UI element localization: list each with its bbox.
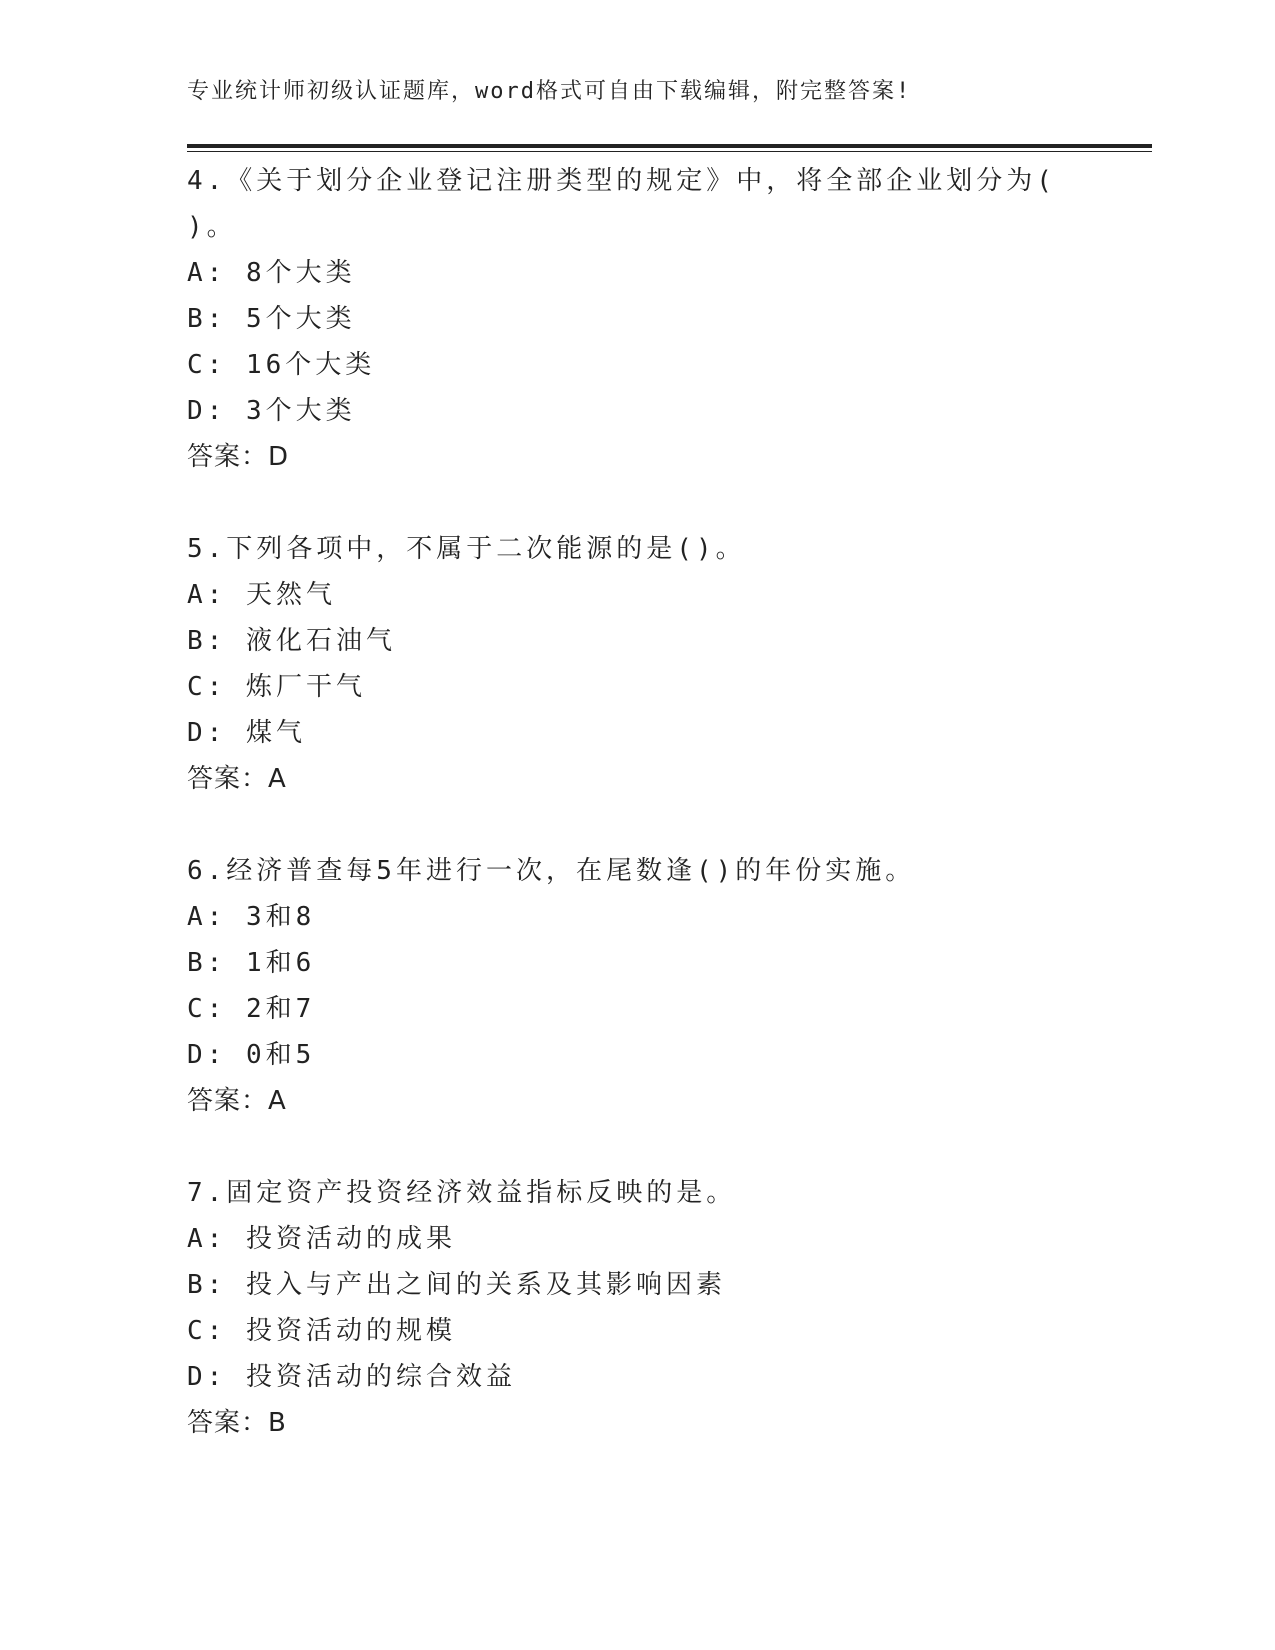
option-a: A: 天然气 [187, 580, 336, 610]
answer: 答案：B [187, 1408, 287, 1438]
question-4 [187, 158, 1152, 480]
question-stem-continued: )。 [187, 212, 237, 242]
option-d: D: 投资活动的综合效益 [187, 1362, 516, 1392]
question-list [187, 158, 1152, 1492]
option-d: D: 0和5 [187, 1040, 316, 1070]
option-b: B: 液化石油气 [187, 626, 396, 656]
question-stem: 6.经济普查每5年进行一次，在尾数逢()的年份实施。 [187, 856, 916, 886]
document-header: 专业统计师初级认证题库，word格式可自由下载编辑，附完整答案! [187, 79, 912, 104]
header-rule-thin [187, 151, 1152, 152]
answer: 答案：D [187, 442, 290, 472]
option-c: C: 16个大类 [187, 350, 376, 380]
option-d: D: 煤气 [187, 718, 306, 748]
option-a: A: 3和8 [187, 902, 316, 932]
header-rule-thick [187, 144, 1152, 148]
question-stem: 7.固定资产投资经济效益指标反映的是。 [187, 1178, 737, 1208]
option-b: B: 投入与产出之间的关系及其影响因素 [187, 1270, 726, 1300]
answer: 答案：A [187, 1086, 287, 1116]
question-stem: 5.下列各项中，不属于二次能源的是()。 [187, 534, 746, 564]
question-5 [187, 526, 1152, 802]
question-7 [187, 1170, 1152, 1446]
answer: 答案：A [187, 764, 287, 794]
option-a: A: 投资活动的成果 [187, 1224, 456, 1254]
option-b: B: 1和6 [187, 948, 316, 978]
question-stem: 4.《关于划分企业登记注册类型的规定》中，将全部企业划分为( [187, 166, 1056, 196]
option-c: C: 2和7 [187, 994, 316, 1024]
question-6 [187, 848, 1152, 1124]
option-d: D: 3个大类 [187, 396, 356, 426]
option-b: B: 5个大类 [187, 304, 356, 334]
option-c: C: 投资活动的规模 [187, 1316, 456, 1346]
option-c: C: 炼厂干气 [187, 672, 366, 702]
option-a: A: 8个大类 [187, 258, 356, 288]
